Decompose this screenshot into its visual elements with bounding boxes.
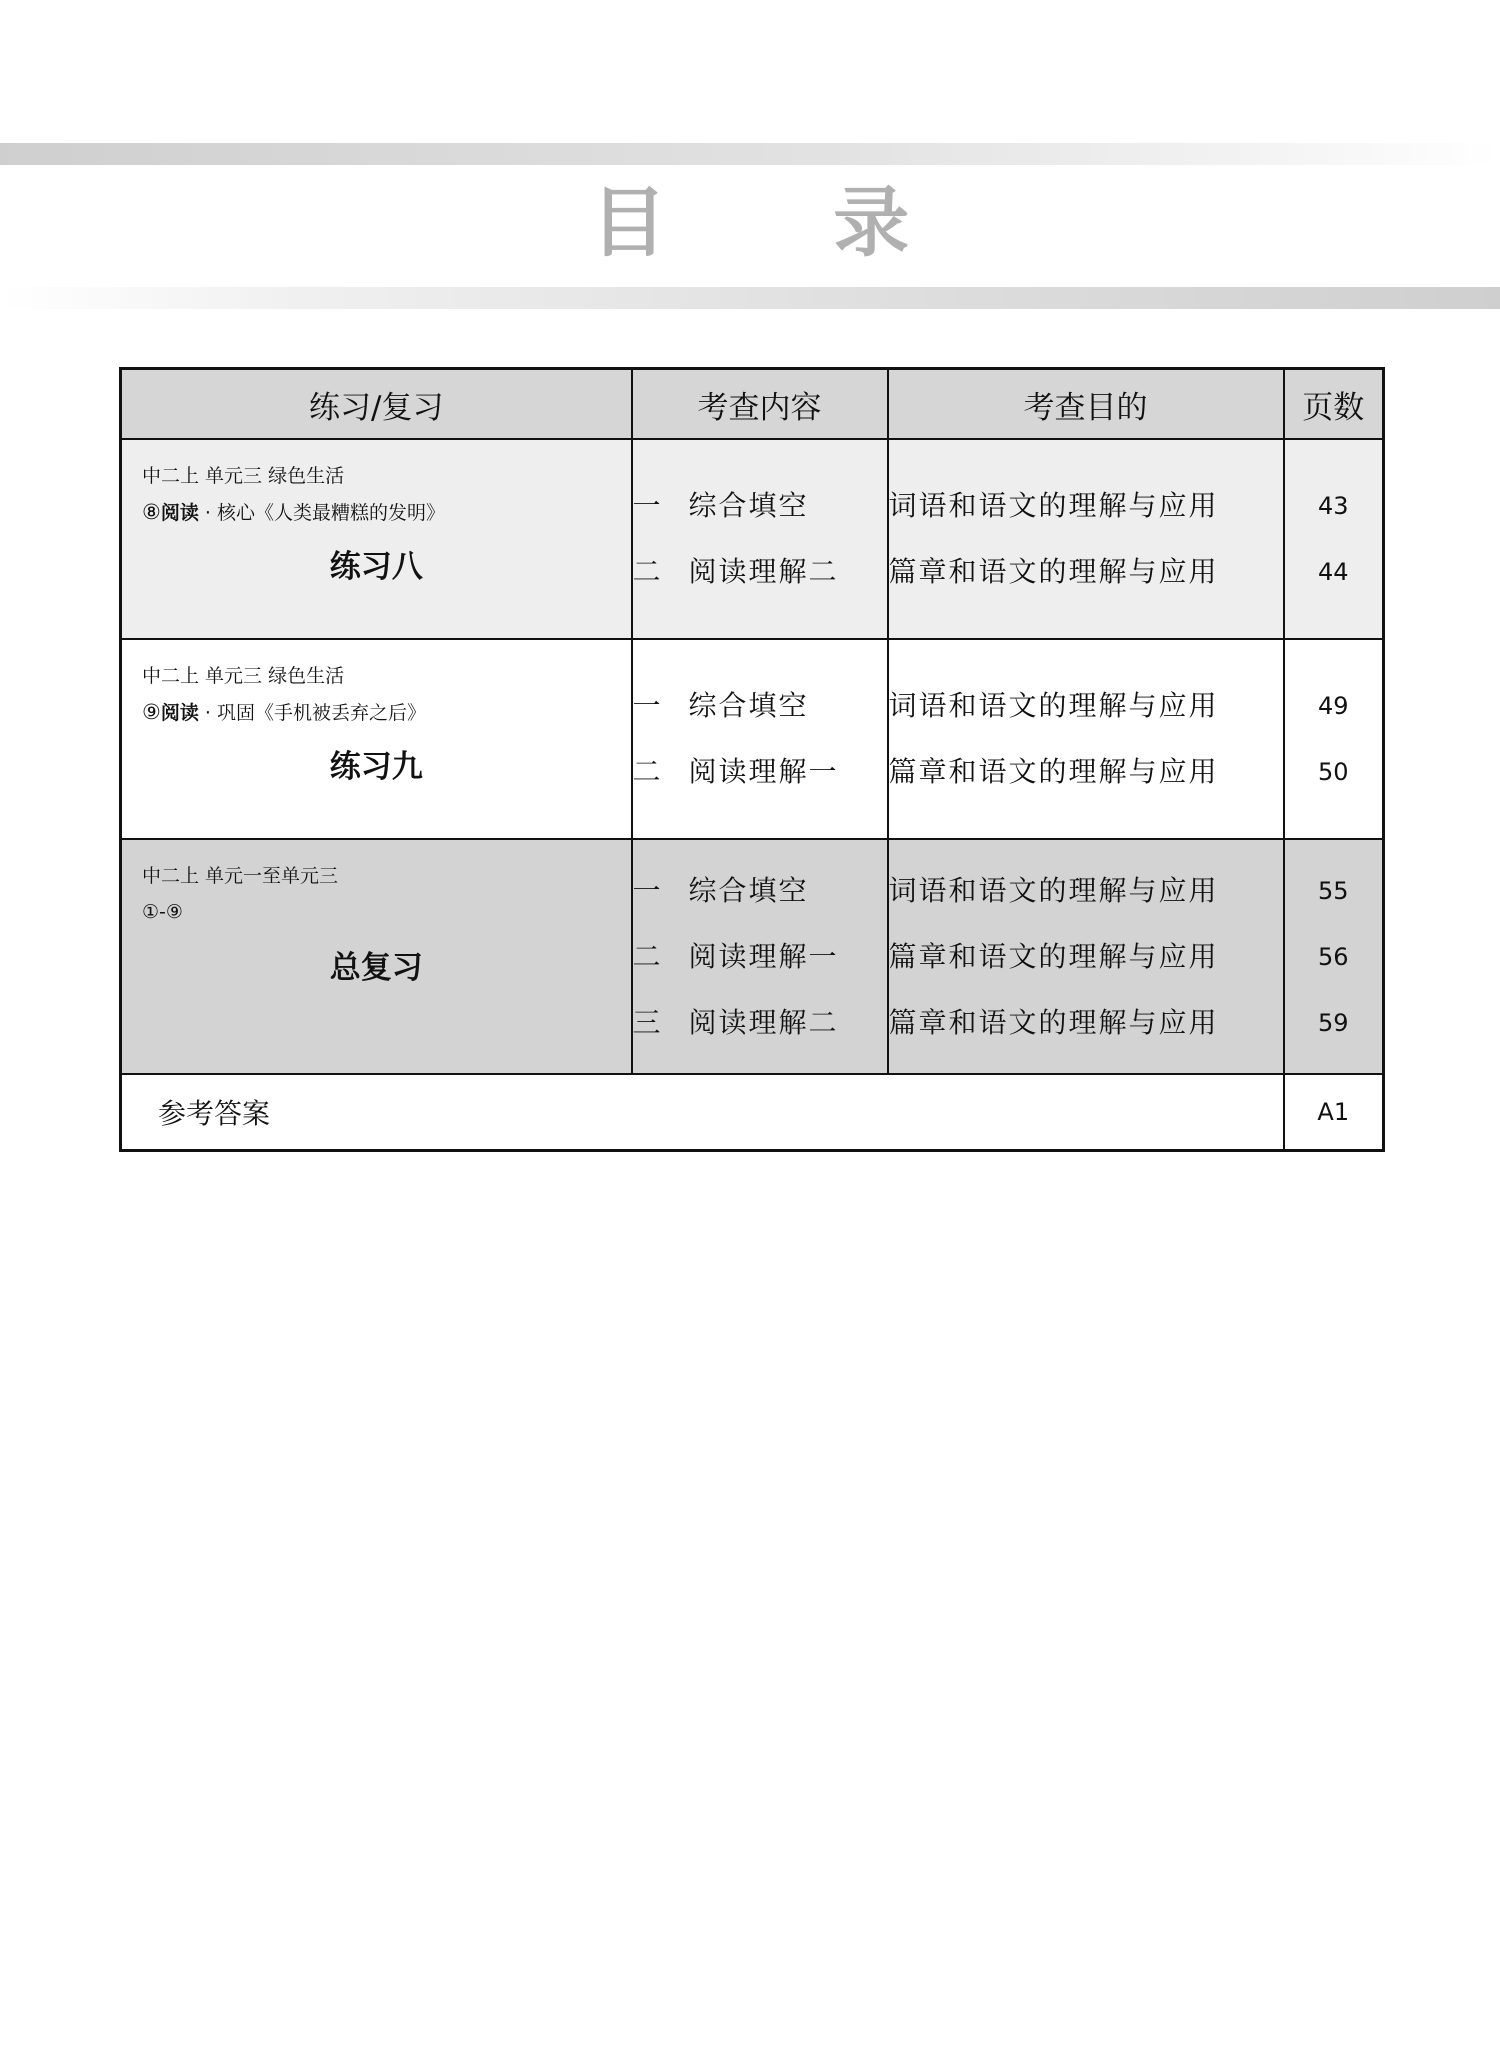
answers-page: A1: [1284, 1074, 1384, 1151]
header-exercise: 练习/复习: [121, 369, 632, 440]
exercise-cell: [121, 839, 632, 1074]
page-number: 56: [1317, 942, 1349, 971]
content-item: 二 阅读理解一: [632, 939, 839, 973]
purpose-item: 词语和语文的理解与应用: [888, 689, 1219, 722]
unit-line: 中二上 单元三 绿色生活: [142, 665, 345, 687]
exercise-title: 练习九: [329, 749, 423, 785]
content-item: 一 综合填空: [632, 689, 809, 722]
unit-line: 中二上 单元三 绿色生活: [142, 465, 345, 487]
pages-cell: [1284, 839, 1384, 1074]
purpose-cell: [888, 439, 1284, 639]
answers-label: 参考答案: [121, 1074, 1284, 1151]
table-row: [121, 839, 1384, 1074]
exercise-title: 总复习: [329, 950, 423, 986]
lesson-line: [142, 494, 631, 531]
purpose-item: 篇章和语文的理解与应用: [888, 755, 1219, 788]
content-item: 一 综合填空: [632, 489, 809, 522]
content-cell: [632, 639, 888, 839]
content-item: 一 综合填空: [632, 873, 809, 907]
page-number: 50: [1317, 758, 1349, 786]
header-band-bottom: [0, 287, 1500, 309]
table-row: [121, 439, 1384, 639]
content-item: 二 阅读理解二: [632, 555, 839, 588]
exercise-cell: [121, 439, 632, 639]
lesson-line: [142, 694, 631, 731]
purpose-item: 篇章和语文的理解与应用: [888, 1005, 1219, 1039]
page-number: 55: [1317, 876, 1349, 905]
header-content: 考查内容: [632, 369, 888, 440]
page-number: 49: [1317, 692, 1349, 720]
page-title: 目 录: [590, 178, 980, 267]
table-row: [121, 639, 1384, 839]
range-line: ①-⑨: [142, 901, 183, 923]
content-item: 二 阅读理解一: [632, 755, 839, 788]
page-number: 59: [1317, 1008, 1349, 1037]
content-item: 三 阅读理解二: [632, 1005, 839, 1039]
exercise-cell: [121, 639, 632, 839]
lesson-number: ⑨: [142, 700, 161, 724]
lesson-tag: 阅读: [160, 702, 199, 724]
purpose-cell: [888, 839, 1284, 1074]
contents-table: [119, 367, 1385, 1152]
page-number: 44: [1317, 558, 1349, 586]
unit-line: 中二上 单元一至单元三: [142, 865, 339, 887]
page-number: 43: [1317, 492, 1349, 520]
answers-row: [121, 1074, 1384, 1151]
purpose-item: 篇章和语文的理解与应用: [888, 555, 1219, 588]
table-header-row: [121, 369, 1384, 440]
pages-cell: [1284, 439, 1384, 639]
pages-cell: [1284, 639, 1384, 839]
purpose-item: 词语和语文的理解与应用: [888, 873, 1219, 907]
header-purpose: 考查目的: [888, 369, 1284, 440]
lesson-text: · 核心《人类最糟糕的发明》: [198, 502, 445, 524]
purpose-cell: [888, 639, 1284, 839]
lesson-tag: 阅读: [160, 502, 199, 524]
lesson-text: · 巩固《手机被丢弃之后》: [198, 702, 426, 724]
header-band-top: [0, 143, 1500, 165]
exercise-title: 练习八: [329, 549, 423, 585]
header-pages: 页数: [1284, 369, 1384, 440]
purpose-item: 词语和语文的理解与应用: [888, 489, 1219, 522]
content-cell: [632, 439, 888, 639]
purpose-item: 篇章和语文的理解与应用: [888, 939, 1219, 973]
content-cell: [632, 839, 888, 1074]
lesson-number: ⑧: [142, 500, 161, 524]
